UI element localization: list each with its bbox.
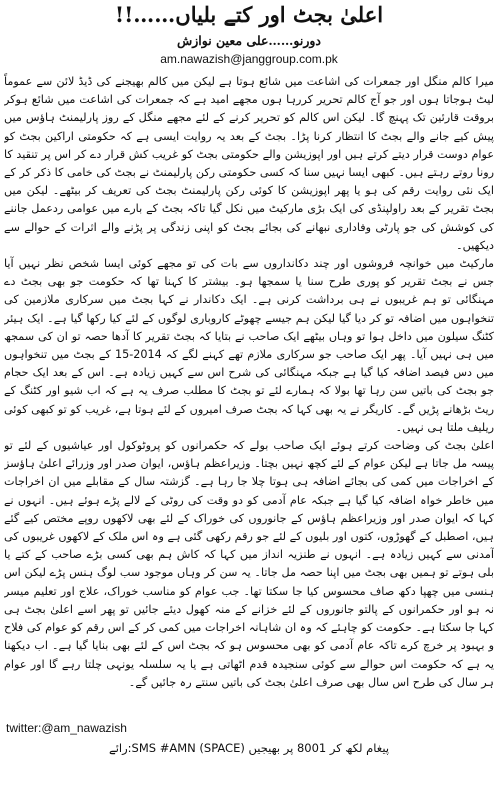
column-paragraph-2: مارکیٹ میں خوانچہ فروشوں اور چند دکانداروں سے بات کی تو مجھے کوئی ایسا شخص نظر نہیں آیا جس نے بجٹ تقریر کو پوری طرح سنا یا سمجھا ہو۔ بیشتر کا کہنا تھا کہ حکومت جو بھی بجٹ دے مہنگائی تو ہم غریبوں نے ہی برداشت کرنی ہے۔ ایک دکاندار نے کہا بجٹ میں سرکاری ملازمین کی تنخواہوں میں اضافہ تو کر دیا گیا لیکن ہم جیسے چھوٹے کاروباری لوگوں کے لئے کیا رکھا گیا ہے۔ ایک ہیئر کٹنگ سیلون میں داخل ہوا تو وہاں بیٹھے ایک صاحب نے بتایا کہ بجٹ تقریر کا آدھا حصہ تو ان کی سمجھ میں ہی نہیں آیا۔ پھر ایک صاحب جو سرکاری ملازم تھے کہنے لگے کہ 2014-15 کے بجٹ میں تنخواہوں میں دس فیصد اضافہ کیا گیا ہے جبکہ مہنگائی کی شرح اس سے کہیں زیادہ ہے۔ اس کے بعد ایک حجام جو بجٹ کی باتیں سن رہا تھا بولا کہ ہمارے لئے تو بجٹ کا مطلب صرف یہ ہے کہ اب شیو اور کٹنگ کے ریٹ بڑھانے پڑیں گے۔ کاریگر نے یہ بھی کہا کہ بجٹ صرف امیروں کے لئے ہوتا ہے، غریب کو تو کبھی کوئی ریلیف ملتا ہی نہیں۔ [4, 257, 494, 434]
sms-feedback-line [4, 739, 494, 759]
sms-instructions: پیغام لکھ کر 8001 پر بھیجیں [248, 741, 390, 755]
column-byline: دورنو……علی معین نوازش [176, 33, 321, 48]
column-body [4, 73, 494, 719]
author-email: am.nawazish@janggroup.com.pk [160, 52, 338, 66]
sms-prefix: SMS:رائے [108, 741, 157, 755]
column-title: اعلیٰ بجٹ اور کتے بلیاں……!! [114, 2, 384, 27]
column-paragraph-1: میرا کالم منگل اور جمعرات کی اشاعت میں شائع ہوتا ہے لیکن میں کالم بھیجنے کی ڈیڈ لائن سے عموماً لیٹ ہوجاتا ہوں اور جو آج کالم تحریر کررہا ہوں مجھے امید ہے کہ جمعرات کی اشاعت میں شائع ہوکر بروقت قارئین تک پہنچ گا۔ لیکن اس کالم کو تحریر کرنے کے لئے مجھے منگل کے روز پارلیمنٹ ہاؤس میں پیش کیے جانے والے بجٹ کا انتظار کرنا پڑا۔ بجٹ کے بعد یہ روایت ایسی ہے کہ حکومتی اراکین بجٹ کو عوام دوست قرار دیتے کرتے ہیں اور اپوزیشن والے حکومتی بجٹ کو غریب کش قرار دے کر اس پر تنقید کا رونا روتے رہتے ہیں۔ کبھی ایسا نہیں سنا کہ کسی حکومتی رکن پارلیمنٹ نے بجٹ کی خامی کا ذکر کر کے ایک نئی روایت رقم کی ہو یا پھر اپوزیشن کا کوئی رکن پارلیمنٹ بجٹ کی تعریف کر بیٹھے۔ لیکن میں بجٹ تقریر کے بعد راولپنڈی کی ایک بڑی مارکیٹ میں نکل گیا تاکہ بجٹ کے بارے میں عوامی ردعمل جاننے کی کوشش کی جو پارٹی وفاداری نبھانے کی بجائے بجٹ کو اپنی زندگی پر پڑنے والے اثرات کے حوالے سے دیکھیں۔ [4, 75, 494, 252]
author-twitter-handle: twitter:@am_nawazish [6, 721, 127, 735]
column-paragraph-3: اعلیٰ بجٹ کی وضاحت کرتے ہوئے ایک صاحب بولے کہ حکمرانوں کو پروٹوکول اور عیاشیوں کے لئے تو پیسہ مل جاتا ہے لیکن عوام کے لئے کچھ نہیں بچتا۔ وزیراعظم ہاؤس، ایوان صدر اور وزرائے اعلیٰ ہاؤسز کے اخراجات میں کمی کی بجائے اضافہ ہی ہوتا چلا جا رہا ہے۔ گزشتہ سال کے مقابلے میں ان اخراجات میں خاطر خواہ اضافہ کیا گیا ہے جبکہ عام آدمی کو دو وقت کی روٹی کے لالے پڑے ہوئے ہیں۔ انہوں نے کہا کہ ایوان صدر اور وزیراعظم ہاؤس کے جانوروں کی خوراک کے لئے بھی لاکھوں روپے مختص کیے گئے ہیں، اصطبل کے گھوڑوں، کتوں اور بلیوں کے لئے جو رقم رکھی گئی ہے وہ اس ملک کے لاکھوں غریبوں کی آمدنی سے کہیں زیادہ ہے۔ انہوں نے طنزیہ انداز میں کہا کہ کاش ہم بھی کسی بڑے صاحب کے کتے یا بلی ہوتے تو ہمیں بھی بجٹ میں اپنا حصہ مل جاتا۔ یہ سن کر وہاں موجود سب لوگ ہنس پڑے لیکن اس ہنسی میں چھپا دکھ صاف محسوس کیا جا سکتا تھا۔ جب عوام کو مناسب خوراک، علاج اور تعلیم میسر نہ ہو اور حکمرانوں کے پالتو جانوروں کے لئے خزانے کے منہ کھول دیئے جائیں تو پھر اسے اعلیٰ بجٹ ہی کہا جا سکتا ہے۔ حکومت کو چاہئے کہ وہ ان شاہانہ اخراجات میں کمی کر کے اس رقم کو عوام کی فلاح و بہبود پر خرچ کرے تاکہ عام آدمی کو بھی محسوس ہو کہ بجٹ اس کے لئے بھی بنایا گیا ہے۔ اب دیکھنا یہ ہے کہ حکومت اس حوالے سے کوئی سنجیدہ قدم اٹھاتی ہے یا یہ سلسلہ یونہی چلتا رہے گا اور عوام ہر سال کی طرح اس سال بھی صرف اعلیٰ بجٹ کی باتیں سنتے رہ جائیں گے۔ [4, 439, 494, 689]
sms-code: #AMN (SPACE) [159, 741, 245, 755]
